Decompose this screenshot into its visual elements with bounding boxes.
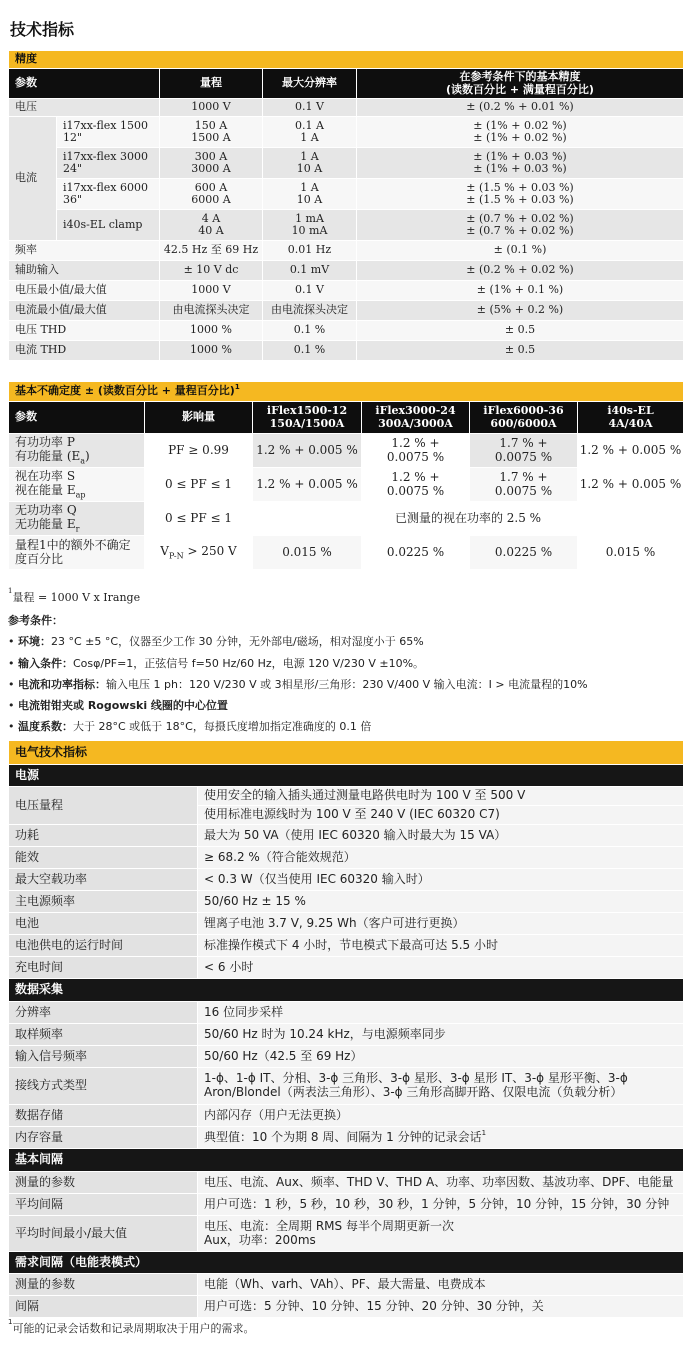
ref-item: • 环境：23 °C ±5 °C，仪器至少工作 30 分钟，无外部电/磁场，相对湿度小于 65% (8, 635, 424, 648)
cell: 最大为 50 VA（使用 IEC 60320 输入时最大为 15 VA） (198, 825, 684, 847)
cell: 已测量的视在功率的 2.5 % (253, 502, 684, 536)
cell: 600 A 6000 A (160, 179, 263, 210)
row-label: 测量的参数 (9, 1274, 198, 1296)
row-label-reactive-power: 无功功率 Q 无功能量 $E_r$ (9, 502, 145, 536)
row-label: 内存容量 (9, 1127, 198, 1149)
cell: 0.015 % (578, 536, 684, 570)
cell: 50/60 Hz（42.5 至 69 Hz） (198, 1046, 684, 1068)
electrical-footnote: $^1$可能的记录会话数和记录周期取决于用户的需求。 (8, 1318, 255, 1335)
accuracy-table (8, 50, 684, 361)
header-accuracy: 在参考条件下的基本精度 (读数百分比 + 满量程百分比) (357, 69, 684, 99)
row-label: 间隔 (9, 1296, 198, 1318)
row-label: 功耗 (9, 825, 198, 847)
cell: 0 ≤ PF ≤ 1 (145, 502, 253, 536)
row-label: 电压量程 (9, 787, 198, 825)
uncertainty-section-title: 基本不确定度 ± (读数百分比 + 量程百分比)$^1$ (9, 382, 684, 402)
row-label: 能效 (9, 847, 198, 869)
header-param: 参数 (9, 69, 160, 99)
cell: 1000 V (160, 281, 263, 301)
row-label-active-power: 有功功率 P 有功能量 $(E_a)$ (9, 434, 145, 468)
ref-item: • 电流钳钳夹或 Rogowski 线圈的中心位置 (8, 699, 228, 712)
cell: < 6 小时 (198, 957, 684, 979)
row-label-apparent-power: 视在功率 S 视在能量 $E_{ap}$ (9, 468, 145, 502)
cell: PF ≥ 0.99 (145, 434, 253, 468)
cell: 1000 % (160, 341, 263, 361)
row-label-voltage: 电压 (9, 99, 160, 117)
row-label: 电流 THD (9, 341, 160, 361)
cell: 300 A 3000 A (160, 148, 263, 179)
row-label: 平均间隔 (9, 1194, 198, 1216)
cell: 电压、电流：全周期 RMS 每半个周期更新一次 Aux，功率：200ms (198, 1216, 684, 1252)
cell: < 0.3 W（仅当使用 IEC 60320 输入时） (198, 869, 684, 891)
row-label: 频率 (9, 241, 160, 261)
cell: 1 A 10 A (263, 179, 357, 210)
row-label: 平均时间最小/最大值 (9, 1216, 198, 1252)
cell: 0.0225 % (362, 536, 470, 570)
cell: 1.2 % + 0.0075 % (362, 468, 470, 502)
cell: 150 A 1500 A (160, 117, 263, 148)
page-title: 技术指标 (10, 20, 75, 39)
cell: 0 ≤ PF ≤ 1 (145, 468, 253, 502)
cell: ± (1% + 0.02 %) ± (1% + 0.02 %) (357, 117, 684, 148)
cell: 0.1 V (263, 281, 357, 301)
row-label: 电压最小值/最大值 (9, 281, 160, 301)
cell: ± (1% + 0.03 %) ± (1% + 0.03 %) (357, 148, 684, 179)
cell: 1.7 % + 0.0075 % (470, 434, 578, 468)
cell: 1.2 % + 0.005 % (253, 468, 362, 502)
cell: 4 A 40 A (160, 210, 263, 241)
row-label: 电压 THD (9, 321, 160, 341)
cell: 0.015 % (253, 536, 362, 570)
cell: 0.1 mV (263, 261, 357, 281)
cell: 0.01 Hz (263, 241, 357, 261)
row-label: 电池 (9, 913, 198, 935)
acquisition-subsection-title: 数据采集 (9, 979, 684, 1002)
cell: ± (5% + 0.2 %) (357, 301, 684, 321)
cell: 0.1 A 1 A (263, 117, 357, 148)
row-label: 电流最小值/最大值 (9, 301, 160, 321)
cell: ≥ 68.2 %（符合能效规范） (198, 847, 684, 869)
row-label: 接线方式类型 (9, 1068, 198, 1105)
cell: 0.0225 % (470, 536, 578, 570)
cell: 1.2 % + 0.005 % (578, 468, 684, 502)
cell: ± (0.2 % + 0.01 %) (357, 99, 684, 117)
cell: 电能（Wh、varh、VAh）、PF、最大需量、电费成本 (198, 1274, 684, 1296)
cell: 1000 V (160, 99, 263, 117)
cell: 1000 % (160, 321, 263, 341)
probe-name: i17xx-flex 1500 12" (57, 117, 160, 148)
cell: ± (1% + 0.1 %) (357, 281, 684, 301)
cell: 50/60 Hz ± 15 % (198, 891, 684, 913)
cell: 0.1 % (263, 321, 357, 341)
cell: ± (1.5 % + 0.03 %) ± (1.5 % + 0.03 %) (357, 179, 684, 210)
ref-conditions-title: 参考条件： (8, 614, 63, 627)
row-label: 最大空载功率 (9, 869, 198, 891)
cell: ± (0.2 % + 0.02 %) (357, 261, 684, 281)
cell: 1 mA 10 mA (263, 210, 357, 241)
cell: 50/60 Hz 时为 10.24 kHz，与电源频率同步 (198, 1024, 684, 1046)
cell: 由电流探头决定 (263, 301, 357, 321)
header-iflex3000: iFlex3000-24 300A/3000A (362, 402, 470, 434)
cell: 典型值：10 个为期 8 周、间隔为 1 分钟的记录会话$^1$ (198, 1127, 684, 1149)
cell: 16 位同步采样 (198, 1002, 684, 1024)
header-param: 参数 (9, 402, 145, 434)
uncertainty-footnote: $^1$量程 = 1000 V x Irange (8, 587, 141, 604)
uncertainty-table (8, 381, 684, 570)
cell: 使用标准电源线时为 100 V 至 240 V (IEC 60320 C7) (198, 806, 684, 825)
cell: 42.5 Hz 至 69 Hz (160, 241, 263, 261)
cell: 1.7 % + 0.0075 % (470, 468, 578, 502)
cell: 1.2 % + 0.005 % (253, 434, 362, 468)
row-label: 分辨率 (9, 1002, 198, 1024)
electrical-table (8, 740, 684, 1318)
cell: $V_{P-N} > 250$ V (145, 536, 253, 570)
cell: 用户可选：1 秒，5 秒，10 秒，30 秒，1 分钟，5 分钟，10 分钟，15 分钟，30 分钟 (198, 1194, 684, 1216)
ref-item: • 输入条件：Cosφ/PF=1，正弦信号 f=50 Hz/60 Hz，电源 120 V/230 V ±10%。 (8, 657, 425, 670)
cell: 内部闪存（用户无法更换） (198, 1105, 684, 1127)
header-resolution: 最大分辨率 (263, 69, 357, 99)
row-label: 测量的参数 (9, 1172, 198, 1194)
header-range: 量程 (160, 69, 263, 99)
cell: ± (0.7 % + 0.02 %) ± (0.7 % + 0.02 %) (357, 210, 684, 241)
row-label: 充电时间 (9, 957, 198, 979)
ref-item: • 电流和功率指标：输入电压 1 ph：120 V/230 V 或 3相星形/三角形：230 V/400 V 输入电流：I > 电流量程的10% (8, 678, 588, 691)
cell: 用户可选：5 分钟、10 分钟、15 分钟、20 分钟、30 分钟，关 (198, 1296, 684, 1318)
cell: 1-ϕ、1-ϕ IT、分相、3-ϕ 三角形、3-ϕ 星形、3-ϕ 星形 IT、3-ϕ 星形平衡、3-ϕ Aron/Blondel（两表法三角形）、3-ϕ 三角形高脚开路、仅限电流（负载分析） (198, 1068, 684, 1105)
row-label: 取样频率 (9, 1024, 198, 1046)
ref-item: • 温度系数：大于 28°C 或低于 18°C，每摄氏度增加指定准确度的 0.1 倍 (8, 720, 372, 733)
row-label: 主电源频率 (9, 891, 198, 913)
probe-name: i40s-EL clamp (57, 210, 160, 241)
cell: 使用安全的输入插头通过测量电路供电时为 100 V 至 500 V (198, 787, 684, 806)
row-label: 输入信号频率 (9, 1046, 198, 1068)
header-influence: 影响量 (145, 402, 253, 434)
cell: 电压、电流、Aux、频率、THD V、THD A、功率、功率因数、基波功率、DPF、电能量 (198, 1172, 684, 1194)
cell: 标准操作模式下 4 小时，节电模式下最高可达 5.5 小时 (198, 935, 684, 957)
cell: 0.1 V (263, 99, 357, 117)
header-i40s: i40s-EL 4A/40A (578, 402, 684, 434)
row-label: 辅助输入 (9, 261, 160, 281)
cell: 1.2 % + 0.005 % (578, 434, 684, 468)
row-label-current: 电流 (9, 117, 57, 241)
cell: ± 10 V dc (160, 261, 263, 281)
cell: 1.2 % + 0.0075 % (362, 434, 470, 468)
electrical-section-title: 电气技术指标 (9, 741, 684, 765)
cell: 由电流探头决定 (160, 301, 263, 321)
demand-interval-subsection-title: 需求间隔（电能表模式） (9, 1252, 684, 1274)
cell: 锂离子电池 3.7 V, 9.25 Wh（客户可进行更换） (198, 913, 684, 935)
row-label-extra-uncertainty: 量程1中的额外不确定 度百分比 (9, 536, 145, 570)
cell: ± 0.5 (357, 341, 684, 361)
row-label: 数据存储 (9, 1105, 198, 1127)
probe-name: i17xx-flex 6000 36" (57, 179, 160, 210)
row-label: 电池供电的运行时间 (9, 935, 198, 957)
accuracy-section-title: 精度 (9, 51, 684, 69)
cell: 0.1 % (263, 341, 357, 361)
basic-interval-subsection-title: 基本间隔 (9, 1149, 684, 1172)
header-iflex1500: iFlex1500-12 150A/1500A (253, 402, 362, 434)
cell: 1 A 10 A (263, 148, 357, 179)
header-iflex6000: iFlex6000-36 600/6000A (470, 402, 578, 434)
cell: ± (0.1 %) (357, 241, 684, 261)
probe-name: i17xx-flex 3000 24" (57, 148, 160, 179)
cell: ± 0.5 (357, 321, 684, 341)
power-subsection-title: 电源 (9, 765, 684, 787)
